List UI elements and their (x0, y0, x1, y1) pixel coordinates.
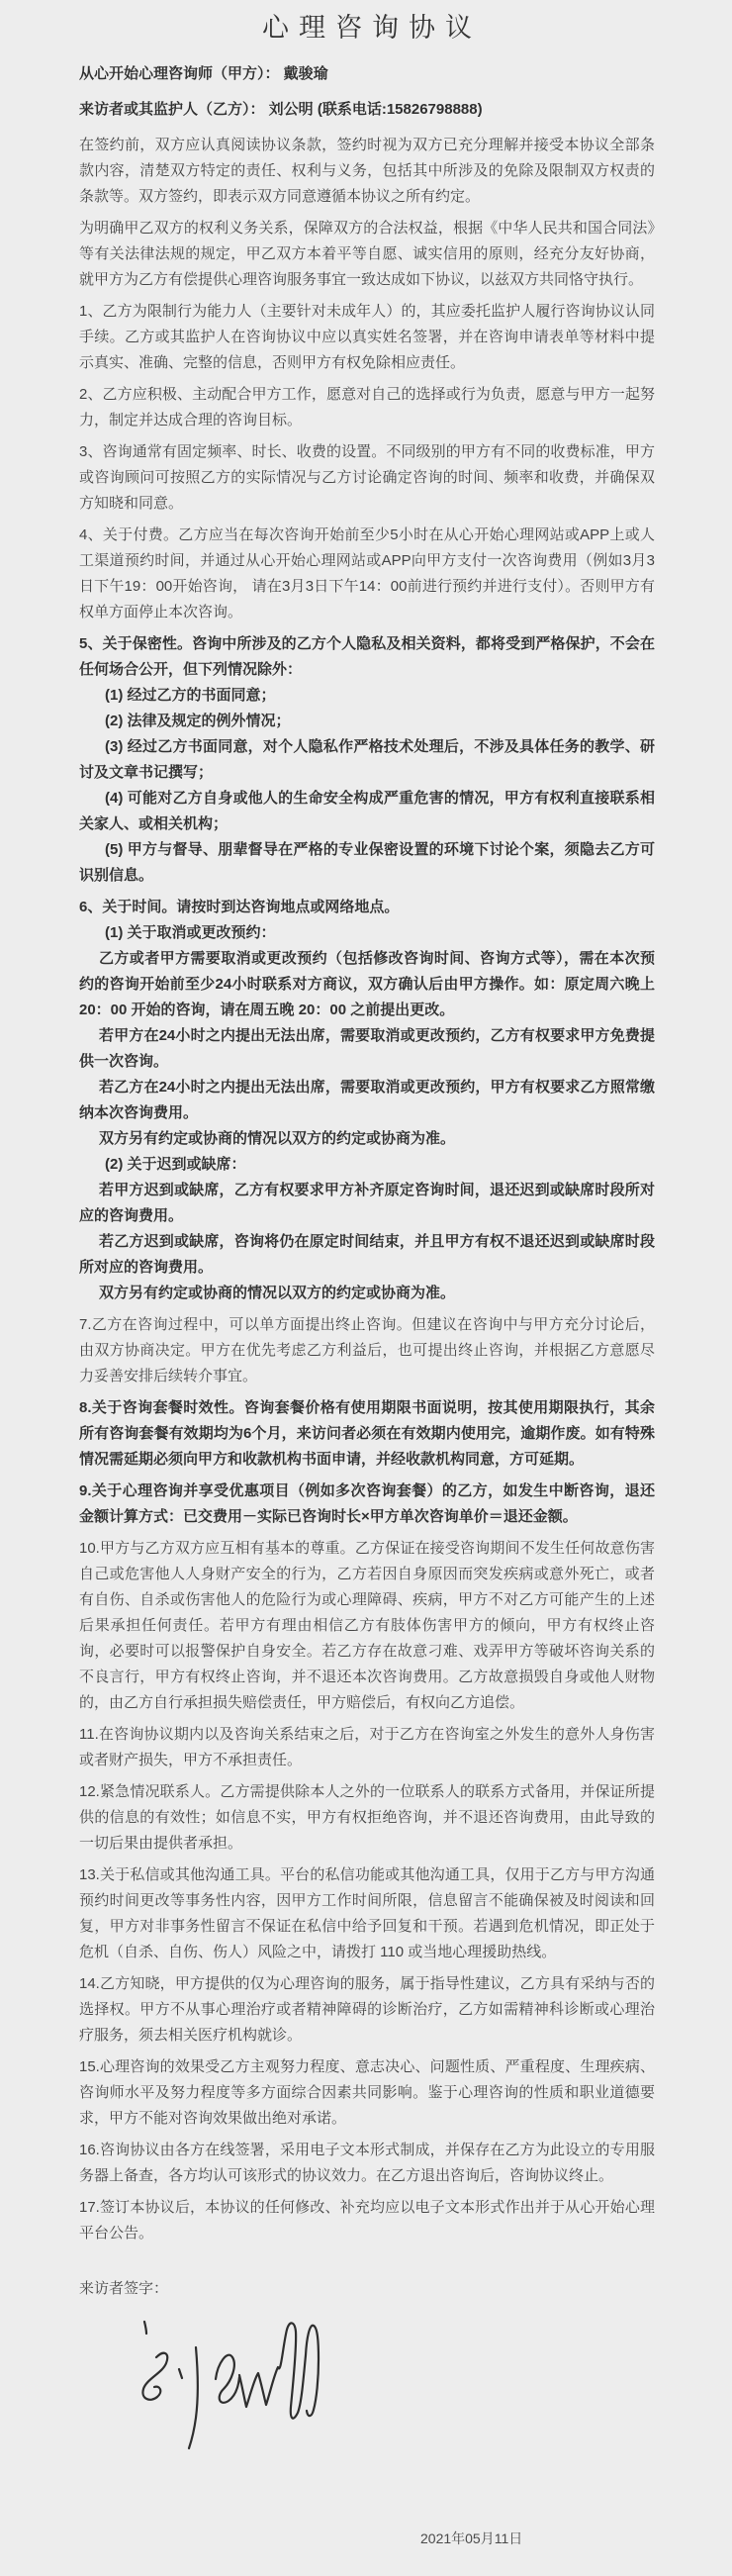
clause-paragraph: 12.紧急情况联系人。乙方需提供除本人之外的一位联系人的联系方式备用，并保证所提供的信息的有效性；如信息不实，甲方有权拒绝咨询，并不退还咨询费用，由此导致的一切后果由提供者承担。 (79, 1783, 655, 1852)
clause-block (79, 1479, 655, 1530)
clause-paragraph: (1) 关于取消或更改预约： (105, 924, 276, 941)
clause-block (79, 1722, 655, 1773)
clause-paragraph: 在签约前，双方应认真阅读协议条款，签约时视为双方已充分理解并接受本协议全部条款内容，清楚双方特定的责任、权利与义务，包括其中所涉及的免除及限制双方权责的条款等。双方签约，即表示双方同意遵循本协议之所有约定。 (79, 137, 655, 205)
clause-block (79, 2195, 655, 2246)
clause-paragraph: (5) 甲方与督导、朋辈督导在严格的专业保密设置的环境下讨论个案，须隐去乙方可识别信息。 (79, 841, 655, 884)
clause-block (79, 216, 655, 293)
clause-block (79, 1312, 655, 1389)
clauses-container (79, 133, 655, 2246)
agreement-date: 2021年05月11日 (420, 2530, 523, 2546)
clause-paragraph: 7.乙方在咨询过程中，可以单方面提出终止咨询。但建议在咨询中与甲方充分讨论后，由双方协商决定。甲方在优先考虑乙方利益后，也可提出终止咨询，并根据乙方意愿尽力妥善安排后续转介事宜。 (79, 1316, 655, 1384)
clause-paragraph: 17.签订本协议后，本协议的任何修改、补充均应以电子文本形式作出并于从心开始心理平台公告。 (79, 2199, 655, 2242)
clause-block (79, 382, 655, 433)
clause-block (79, 2138, 655, 2189)
clause-paragraph: 若乙方迟到或缺席，咨询将仍在原定时间结束，并且甲方有权不退还迟到或缺席时段所对应的咨询费用。 (79, 1233, 655, 1276)
clause-paragraph: 4、关于付费。乙方应当在每次咨询开始前至少5小时在从心开始心理网站或APP上或人工渠道预约时间，并通过从心开始心理网站或APP向甲方支付一次咨询费用（例如3月3日下午19：00开始咨询， 请在3月3日下午14：00前进行预约并进行支付）。否则甲方有权单方面停止本次咨询。 (79, 526, 655, 620)
visitor-signature (137, 2316, 655, 2459)
clause-paragraph: (4) 可能对乙方自身或他人的生命安全构成严重危害的情况，甲方有权利直接联系相关家人、或相关机构； (79, 790, 655, 832)
clause-block (79, 439, 655, 517)
clause-block (79, 895, 655, 1306)
clause-paragraph: 1、乙方为限制行为能力人（主要针对未成年人）的，其应委托监护人履行咨询协议认同手续。乙方或其监护人在咨询协议中应以真实姓名签署，并在咨询申请表单等材料中提示真实、准确、完整的信息，否则甲方有权免除相应责任。 (79, 303, 655, 371)
party-a-line: 从心开始心理咨询师（甲方）： 戴骏瑜 (79, 65, 328, 82)
clause-paragraph: 11.在咨询协议期内以及咨询关系结束之后，对于乙方在咨询室之外发生的意外人身伤害或者财产损失，甲方不承担责任。 (79, 1726, 655, 1768)
clause-paragraph: 2、乙方应积极、主动配合甲方工作，愿意对自己的选择或行为负责，愿意与甲方一起努力，制定并达成合理的咨询目标。 (79, 386, 655, 429)
signature-label: 来访者签字： (79, 2280, 169, 2297)
clause-paragraph: 15.心理咨询的效果受乙方主观努力程度、意志决心、问题性质、严重程度、生理疾病、咨询师水平及努力程度等多方面综合因素共同影响。鉴于心理咨询的性质和职业道德要求，甲方不能对咨询效果做出绝对承诺。 (79, 2058, 655, 2127)
signature-drawing (137, 2316, 324, 2459)
clause-paragraph: 若乙方在24小时之内提出无法出席，需要取消或更改预约，甲方有权要求乙方照常缴纳本次咨询费用。 (79, 1079, 655, 1121)
clause-block (79, 1779, 655, 1857)
signature-stroke (142, 2322, 319, 2448)
party-b-line: 来访者或其监护人（乙方）： 刘公明 (联系电话:15826798888) (79, 101, 483, 118)
clause-paragraph: 13.关于私信或其他沟通工具。平台的私信功能或其他沟通工具，仅用于乙方与甲方沟通预约时间更改等事务性内容，因甲方工作时间所限，信息留言不能确保被及时阅读和回复，甲方对非事务性留言不保证在私信中给予回复和干预。若遇到危机情况，即正处于危机（自杀、自伤、伤人）风险之中，请拨打 110 或当地心理援助热线。 (79, 1866, 655, 1960)
clause-block (79, 631, 655, 889)
clause-paragraph: (2) 关于迟到或缺席： (105, 1156, 246, 1173)
clause-paragraph: 若甲方在24小时之内提出无法出席，需要取消或更改预约，乙方有权要求甲方免费提供一次咨询。 (79, 1027, 655, 1070)
clause-paragraph: 14.乙方知晓，甲方提供的仅为心理咨询的服务，属于指导性建议，乙方具有采纳与否的选择权。甲方不从事心理治疗或者精神障碍的诊断治疗，乙方如需精神科诊断或心理治疗服务，须去相关医疗机构就诊。 (79, 1975, 655, 2044)
clause-block (79, 1395, 655, 1473)
clause-block (79, 299, 655, 376)
clause-paragraph: 6、关于时间。请按时到达咨询地点或网络地点。 (79, 899, 400, 915)
clause-paragraph: 双方另有约定或协商的情况以双方的约定或协商为准。 (99, 1285, 456, 1301)
clause-block (79, 1536, 655, 1716)
clause-paragraph: 5、关于保密性。咨询中所涉及的乙方个人隐私及相关资料，都将受到严格保护，不会在任何场合公开，但下列情况除外： (79, 635, 655, 678)
clause-paragraph: 为明确甲乙双方的权利义务关系，保障双方的合法权益，根据《中华人民共和国合同法》等有关法律法规的规定，甲乙双方本着平等自愿、诚实信用的原则，经充分友好协商，就甲方为乙方有偿提供心理咨询服务事宜一致达成如下协议，以兹双方共同恪守执行。 (79, 220, 655, 288)
clause-paragraph: 双方另有约定或协商的情况以双方的约定或协商为准。 (99, 1130, 456, 1147)
clause-paragraph: 9.关于心理咨询并享受优惠项目（例如多次咨询套餐）的乙方，如发生中断咨询，退还金额计算方式：已交费用－实际已咨询时长×甲方单次咨询单价＝退还金额。 (79, 1482, 655, 1525)
clause-paragraph: 3、咨询通常有固定频率、时长、收费的设置。不同级别的甲方有不同的收费标准，甲方或咨询顾问可按照乙方的实际情况与乙方讨论确定咨询的时间、频率和收费，并确保双方知晓和同意。 (79, 443, 655, 512)
clause-block (79, 133, 655, 210)
clause-paragraph: 8.关于咨询套餐时效性。咨询套餐价格有使用期限书面说明，按其使用期限执行，其余所有咨询套餐有效期均为6个月，来访问者必须在有效期内使用完，逾期作废。如有特殊情况需延期必须向甲方和收款机构书面申请，并经收款机构同意，方可延期。 (79, 1399, 655, 1468)
clause-paragraph: 16.咨询协议由各方在线签署，采用电子文本形式制成，并保存在乙方为此设立的专用服务器上备查，各方均认可该形式的协议效力。在乙方退出咨询后，咨询协议终止。 (79, 2142, 655, 2184)
clause-paragraph: (3) 经过乙方书面同意，对个人隐私作严格技术处理后，不涉及具体任务的教学、研讨及文章书记撰写； (79, 738, 655, 781)
clause-block (79, 523, 655, 625)
clause-paragraph: 乙方或者甲方需要取消或更改预约（包括修改咨询时间、咨询方式等），需在本次预约的咨询开始前至少24小时联系对方商议，双方确认后由甲方操作。如：原定周六晚上20：00 开始的咨询，请在周五晚 20：00 之前提出更改。 (79, 950, 655, 1018)
clause-block (79, 1862, 655, 1965)
clause-paragraph: (1) 经过乙方的书面同意； (105, 687, 276, 704)
clause-paragraph: 若甲方迟到或缺席，乙方有权要求甲方补齐原定咨询时间，退还迟到或缺席时段所对应的咨询费用。 (79, 1182, 655, 1224)
clause-paragraph: (2) 法律及规定的例外情况； (105, 713, 291, 729)
page-title: 心理咨询协议 (262, 13, 482, 43)
clause-block (79, 2054, 655, 2132)
clause-block (79, 1971, 655, 2049)
clause-paragraph: 10.甲方与乙方双方应互相有基本的尊重。乙方保证在接受咨询期间不发生任何故意伤害自己或危害他人人身财产安全的行为，乙方若因自身原因而突发疾病或意外死亡，或者有自伤、自杀或伤害他人的危险行为或心理障碍、疾病，甲方不对乙方可能产生的上述后果承担任何责任。若甲方有理由相信乙方有肢体伤害甲方的倾向，甲方有权终止咨询，必要时可以报警保护自身安全。若乙方存在故意刁难、戏弄甲方等破坏咨询关系的不良言行，甲方有权终止咨询，并不退还本次咨询费用。乙方故意损毁自身或他人财物的，由乙方自行承担损失赔偿责任，甲方赔偿后，有权向乙方追偿。 (79, 1540, 655, 1711)
